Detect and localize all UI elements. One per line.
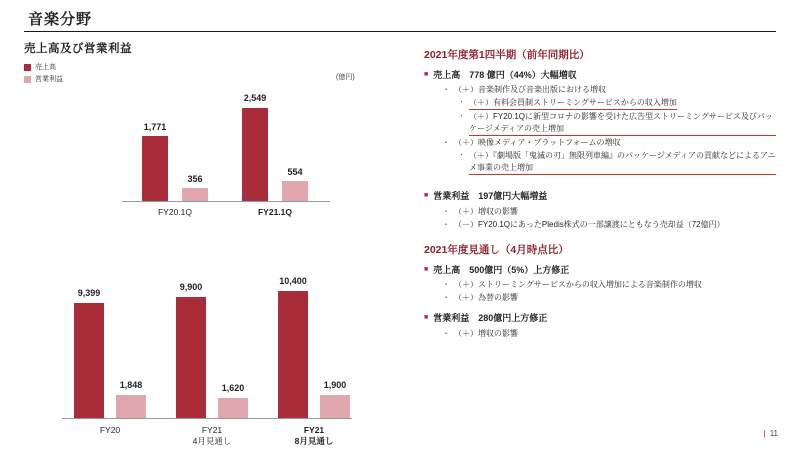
commentary-item: [424, 69, 776, 83]
bullet-dot-icon: ・: [442, 328, 450, 338]
bullet-dot-icon: ・: [458, 99, 465, 107]
bar-revenue-fy21-aug: [278, 291, 308, 418]
chart-quarterly-axis: [122, 201, 330, 202]
bar-operating-income-fy21-apr: [218, 398, 248, 418]
category-label-fy20-1q: FY20.1Q: [157, 207, 193, 217]
commentary-text: （＋）為替の影響: [454, 293, 518, 302]
commentary-item: [458, 111, 776, 136]
page-title: 音楽分野: [28, 11, 93, 28]
category-label-fy21-aug: [280, 425, 348, 446]
bullet-square-icon: ■: [424, 314, 429, 321]
bullet-dot-icon: ・: [442, 219, 450, 229]
bar-operating-income-fy21-1q: [282, 181, 308, 201]
bar-value-operating-income-fy21-aug: 1,900: [323, 380, 347, 390]
commentary-item: [458, 150, 776, 175]
commentary-item: [442, 84, 776, 96]
page-number: [764, 429, 778, 438]
commentary-block-q1: [424, 48, 776, 231]
chart-quarterly: [24, 58, 392, 233]
bar-revenue-fy20: [74, 303, 104, 418]
page-number-separator: |: [763, 429, 766, 438]
section-title: 売上高及び営業利益: [24, 43, 132, 55]
bar-value-operating-income-fy20: 1,848: [119, 380, 143, 390]
bar-value-revenue-fy20: 9,399: [77, 288, 101, 298]
category-label-fy21-aug-line1: FY21: [303, 425, 325, 435]
bar-value-revenue-fy21-aug: 10,400: [279, 276, 307, 286]
commentary-item: [442, 292, 776, 304]
spacer: [424, 176, 776, 183]
commentary-item: [442, 206, 776, 218]
bullet-square-icon: ■: [424, 70, 429, 78]
spacer: [424, 305, 776, 312]
bullet-dot-icon: ・: [458, 152, 465, 160]
commentary-text: （＋）FY20.1Qに新型コロナの影響を受けた広告型ストリーミングサービス及びパッケージメディアの売上増加: [469, 111, 776, 136]
commentary-item: [442, 219, 776, 231]
bar-operating-income-fy20-1q: [182, 188, 208, 201]
commentary-text: （＋）増収の影響: [454, 328, 518, 338]
commentary-column: [424, 48, 776, 341]
bullet-square-icon: ■: [424, 265, 429, 273]
commentary-block-outlook: [424, 243, 776, 340]
bar-operating-income-fy20: [116, 395, 146, 418]
bar-revenue-fy21-1q: [242, 108, 268, 201]
bullet-dot-icon: ・: [442, 206, 450, 216]
category-label-fy21-aug-line2: 8月見通し: [294, 435, 334, 446]
bar-value-operating-income-fy21-apr: 1,620: [221, 383, 245, 393]
legend-label-revenue: 売上高: [35, 64, 56, 71]
bar-revenue-fy20-1q: [142, 136, 168, 201]
category-label-fy20: FY20: [99, 425, 121, 435]
bullet-square-icon: ■: [424, 192, 429, 200]
page-number-value: 11: [769, 429, 778, 438]
commentary-item: [458, 97, 776, 110]
commentary-item: [442, 279, 776, 291]
commentary-item: [442, 328, 776, 340]
commentary-item: [424, 312, 776, 326]
legend-label-operating-income: 営業利益: [35, 76, 63, 83]
commentary-text: （＋）ストリーミングサービスからの収入増加による音楽制作の増収: [454, 280, 702, 289]
category-label-fy21-apr-line2: 4月見通し: [192, 435, 232, 446]
commentary-item: [424, 264, 776, 278]
commentary-text: 営業利益 280億円上方修正: [433, 313, 548, 323]
commentary-text: （－）FY20.1QにあったPledis株式の一部譲渡にともなう売却益（72億円）: [454, 219, 725, 229]
bar-value-operating-income-fy20-1q: 356: [187, 174, 203, 184]
chart-full-year: [24, 255, 392, 446]
bullet-dot-icon: ・: [442, 280, 450, 289]
bullet-dot-icon: ・: [442, 293, 450, 302]
commentary-text: 売上高 500億円（5%）上方修正: [433, 264, 570, 275]
bar-revenue-fy21-apr: [176, 297, 206, 418]
commentary-text: （＋）映像メディア・プラットフォームの増収: [454, 138, 621, 148]
commentary-text: 営業利益 197億円大幅増益: [433, 191, 548, 202]
chart-full-year-axis: [62, 418, 352, 419]
category-label-fy21-apr: [178, 425, 246, 446]
bullet-dot-icon: ・: [442, 85, 450, 95]
left-chart-column: [24, 40, 392, 446]
commentary-text: （＋）有料会員制ストリーミングサービスからの収入増加: [469, 97, 677, 110]
commentary-text: （＋）増収の影響: [454, 206, 518, 216]
title-divider: [24, 31, 776, 32]
bar-value-operating-income-fy21-1q: 554: [287, 167, 303, 177]
bullet-dot-icon: ・: [442, 138, 450, 148]
bar-value-revenue-fy21-1q: 2,549: [243, 93, 267, 103]
spacer: [424, 183, 776, 190]
bar-value-revenue-fy20-1q: 1,771: [143, 122, 167, 132]
commentary-item: [424, 190, 776, 204]
commentary-heading-q1: 2021年度第1四半期（前年同期比）: [424, 49, 590, 61]
bar-value-revenue-fy21-apr: 9,900: [179, 282, 203, 292]
bar-operating-income-fy21-aug: [320, 395, 350, 418]
commentary-text: （＋）音楽制作及び音楽出版における増収: [454, 85, 606, 95]
commentary-text: 売上高 778 億円（44%）大幅増収: [433, 69, 577, 80]
category-label-fy21-1q: FY21.1Q: [257, 207, 293, 217]
chart-unit-label: (億円): [336, 74, 355, 81]
category-label-fy21-apr-line1: FY21: [201, 425, 223, 435]
commentary-text: （＋）『劇場版「鬼滅の刃」無限列車編』のパッケージメディアの貢献などによるアニメ事業の売上増加: [469, 150, 776, 175]
commentary-heading-outlook: 2021年度見通し（4月時点比）: [424, 243, 569, 256]
bullet-dot-icon: ・: [458, 113, 465, 121]
commentary-item: [442, 137, 776, 149]
